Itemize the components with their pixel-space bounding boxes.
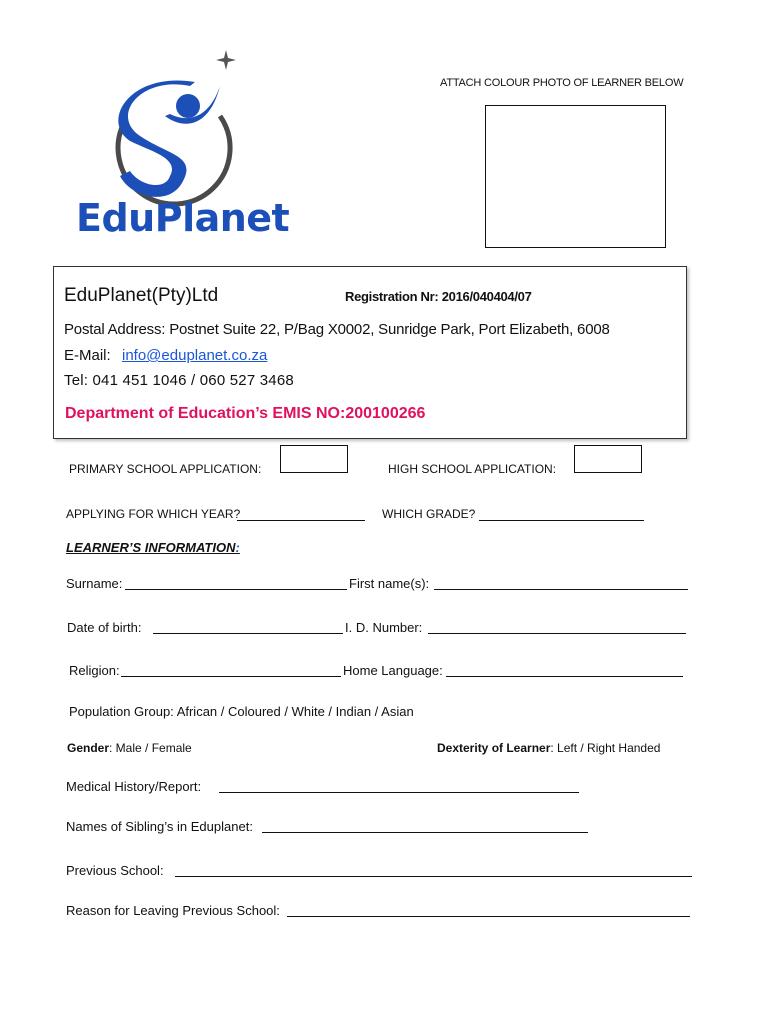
logo-wordmark: EduPlanet: [76, 196, 290, 240]
surname-label: Surname:: [66, 576, 123, 591]
reason-label: Reason for Leaving Previous School:: [66, 903, 280, 918]
first-names-field[interactable]: [434, 589, 688, 590]
primary-school-label: PRIMARY SCHOOL APPLICATION:: [69, 462, 262, 476]
dob-label: Date of birth:: [67, 620, 142, 635]
population-group: Population Group: African / Coloured / White / Indian / Asian: [69, 704, 414, 719]
email-label: E-Mail:: [64, 347, 111, 364]
medical-label: Medical History/Report:: [66, 779, 202, 794]
gender-line: Gender: Male / Female: [67, 741, 192, 755]
high-school-checkbox[interactable]: [574, 445, 642, 473]
surname-field[interactable]: [125, 589, 347, 590]
registration-number: Registration Nr: 2016/040404/07: [345, 289, 532, 304]
grade-label: WHICH GRADE?: [382, 507, 476, 521]
high-school-label: HIGH SCHOOL APPLICATION:: [388, 462, 557, 476]
religion-field[interactable]: [121, 676, 341, 677]
primary-school-checkbox[interactable]: [280, 445, 348, 473]
grade-field[interactable]: [479, 520, 644, 521]
home-language-field[interactable]: [446, 676, 683, 677]
year-label: APPLYING FOR WHICH YEAR?: [66, 507, 241, 521]
company-name: EduPlanet(Pty)Ltd: [64, 285, 219, 306]
id-number-field[interactable]: [428, 633, 686, 634]
photo-box[interactable]: [485, 105, 666, 248]
dexterity-line: Dexterity of Learner: Left / Right Handed: [437, 741, 661, 755]
email-link[interactable]: info@eduplanet.co.za: [122, 347, 268, 364]
telephone: Tel: 041 451 1046 / 060 527 3468: [64, 372, 294, 389]
home-language-label: Home Language:: [343, 663, 443, 678]
first-names-label: First name(s):: [349, 576, 430, 591]
reason-field[interactable]: [287, 916, 690, 917]
previous-school-label: Previous School:: [66, 863, 164, 878]
year-field[interactable]: [237, 520, 365, 521]
postal-address: Postal Address: Postnet Suite 22, P/Bag X0002, Sunridge Park, Port Elizabeth, 6008: [64, 321, 610, 338]
siblings-label: Names of Sibling’s in Eduplanet:: [66, 819, 253, 834]
siblings-field[interactable]: [262, 832, 588, 833]
medical-field[interactable]: [219, 792, 579, 793]
learner-info-heading: LEARNER’S INFORMATION:: [66, 540, 240, 555]
emis-number: Department of Education’s EMIS NO:200100266: [65, 405, 426, 422]
previous-school-field[interactable]: [175, 876, 692, 877]
dob-field[interactable]: [153, 633, 343, 634]
id-number-label: I. D. Number:: [345, 620, 423, 635]
religion-label: Religion:: [69, 663, 120, 678]
photo-instruction: ATTACH COLOUR PHOTO OF LEARNER BELOW: [440, 77, 684, 89]
